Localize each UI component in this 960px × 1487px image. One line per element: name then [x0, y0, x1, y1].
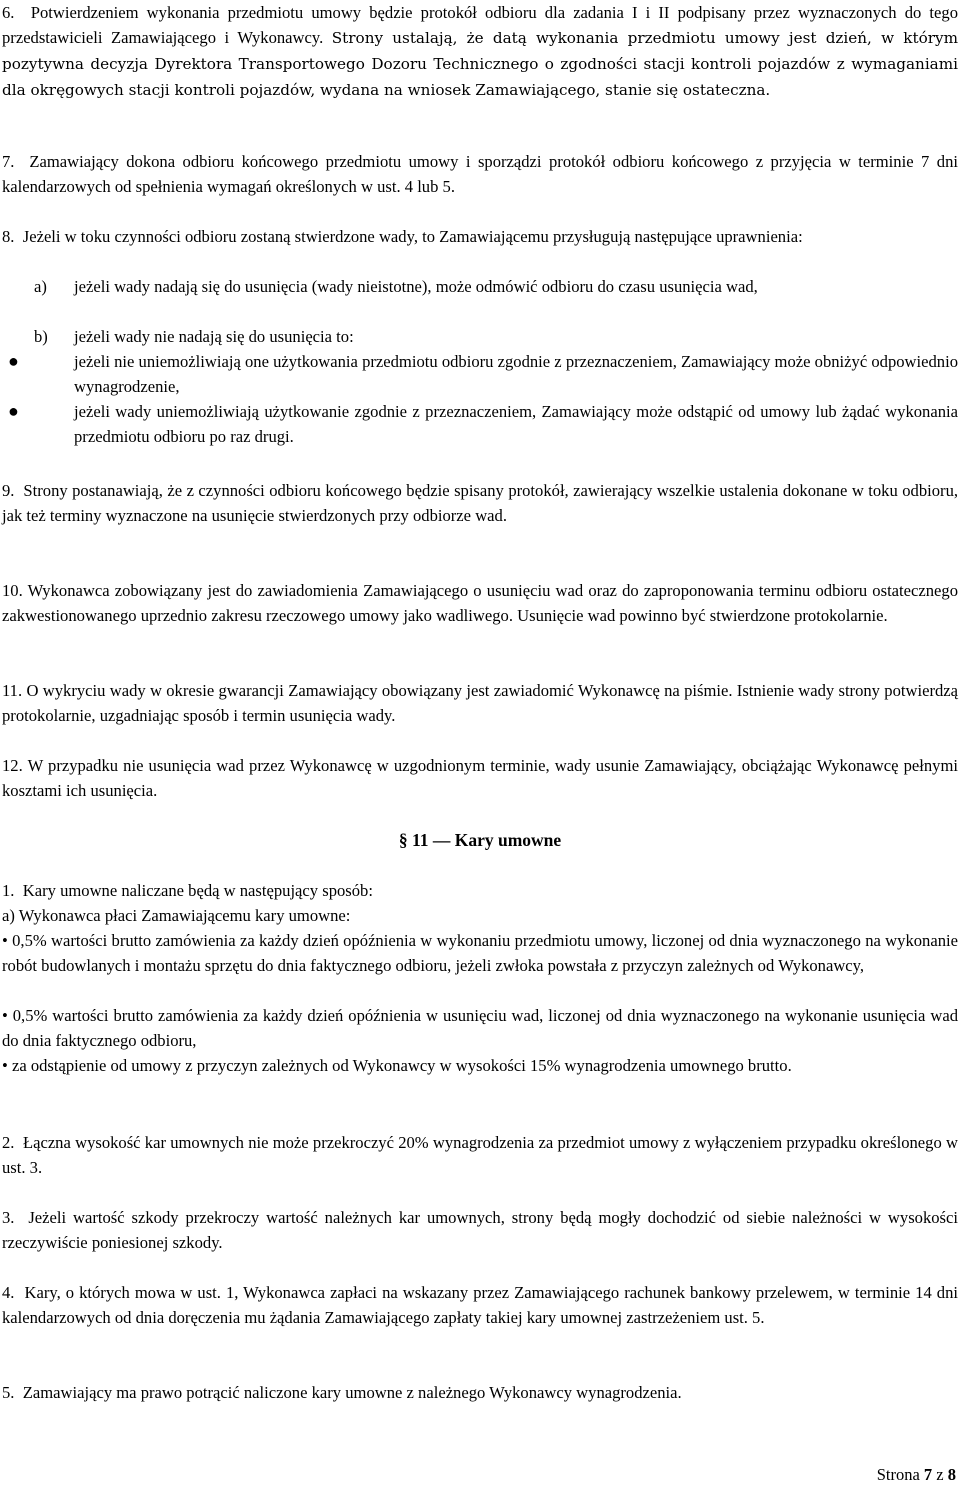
section-heading	[0, 828, 960, 853]
paragraph-text: Wykonawca zobowiązany jest do zawiadomienia Zamawiającego o usunięciu wad oraz do zaproponowania terminu odbioru ostatecznego zakwestionowanego uprzednio zakresu rzeczowego umowy jako wadliwego. Usunięcie wad powinno być stwierdzone protokolarnie.	[2, 581, 958, 625]
paragraph-number: 2.	[2, 1133, 15, 1152]
penalty-subitem-a: a) Wykonawca płaci Zamawiającemu kary umowne:	[2, 906, 351, 925]
list-bullet-1: jeżeli nie uniemożliwiają one użytkowania przedmiotu odbioru zgodnie z przeznaczeniem, Zamawiający może obniżyć odpowiednio wynagrodzenie,	[74, 352, 958, 396]
paragraph-11	[2, 678, 958, 728]
paragraph-text: Zamawiający ma prawo potrącić naliczone kary umowne z należnego Wykonawcy wynagrodzenia.	[22, 1383, 682, 1402]
list-item-a: jeżeli wady nadają się do usunięcia (wady nieistotne), może odmówić odbioru do czasu usunięcia wad,	[74, 277, 758, 296]
paragraph-text: Łączna wysokość kar umownych nie może przekroczyć 20% wynagrodzenia za przedmiot umowy z wyłączeniem przypadku określonego w ust. 3.	[2, 1133, 958, 1177]
paragraph-12	[2, 753, 958, 803]
paragraph-number: 4.	[2, 1283, 15, 1302]
list-bullet-2: jeżeli wady uniemożliwiają użytkowanie zgodnie z przeznaczeniem, Zamawiający może odstąpić od umowy lub żądać wykonania przedmiotu odbioru po raz drugi.	[74, 402, 958, 446]
paragraph-number: 12.	[2, 756, 23, 775]
paragraph-6	[2, 0, 958, 103]
current-page-number: 7	[923, 1465, 933, 1484]
list-label-a: a)	[34, 277, 47, 296]
page-footer	[877, 1462, 956, 1487]
paragraph-text: W przypadku nie usunięcia wad przez Wykonawcę w uzgodnionym terminie, wady usunie Zamawiający, obciążając Wykonawcę pełnymi kosztami ich usunięcia.	[2, 756, 958, 800]
paragraph-text-continued: Strony ustalają, że datą wykonania przedmiotu umowy jest dzień, w którym pozytywna decyzja Dyrektora Transportowego Dozoru Technicznego o zgodności stacji kontroli pojazdów z wymaganiami dla okręgowych stacji kontroli pojazdów, wydana na wniosek Zamawiającego, stanie się ostateczna.	[2, 29, 958, 99]
paragraph-number: 6.	[2, 3, 15, 22]
paragraph-7	[2, 149, 958, 199]
paragraph-number: 8.	[2, 227, 15, 246]
list-item-b: jeżeli wady nie nadają się do usunięcia to:	[74, 327, 354, 346]
paragraph-9	[2, 478, 958, 528]
penalty-paragraph-5	[2, 1380, 958, 1405]
paragraph-text: Jeżeli w toku czynności odbioru zostaną stwierdzone wady, to Zamawiającemu przysługują następujące uprawnienia:	[22, 227, 803, 246]
paragraph-8-intro	[2, 224, 958, 249]
penalty-paragraph-3	[2, 1205, 958, 1255]
paragraph-text: Kary, o których mowa w ust. 1, Wykonawca zapłaci na wskazany przez Zamawiającego rachunek bankowy przelewem, w terminie 14 dni kalendarzowych od dnia doręczenia mu żądania Zamawiającego zapłaty takiej kary umownej zastrzeżeniem ust. 5.	[2, 1283, 959, 1327]
penalty-paragraph-1	[2, 878, 958, 903]
paragraph-number: 1.	[2, 881, 15, 900]
paragraph-number: 11.	[2, 681, 23, 700]
total-pages: 8	[947, 1465, 956, 1484]
penalty-bullet-3: • za odstąpienie od umowy z przyczyn zależnych od Wykonawcy w wysokości 15% wynagrodzenia umownego brutto.	[2, 1056, 792, 1075]
paragraph-text: Jeżeli wartość szkody przekroczy wartość należnych kar umownych, strony będą mogły dochodzić od siebie należności w wysokości rzeczywiście poniesionej szkody.	[2, 1208, 958, 1252]
paragraph-text: O wykryciu wady w okresie gwarancji Zamawiający obowiązany jest zawiadomić Wykonawcę na piśmie. Istnienie wady strony potwierdzą protokolarnie, uzgadniając sposób i termin usunięcia wady.	[2, 681, 958, 725]
paragraph-number: 7.	[2, 152, 15, 171]
paragraph-text: Kary umowne naliczane będą w następujący sposób:	[22, 881, 373, 900]
section-symbol: §	[398, 830, 408, 850]
paragraph-text: Zamawiający dokona odbioru końcowego przedmiotu umowy i sporządzi protokół odbioru końcowego z przyjęcia w terminie 7 dni kalendarzowych od spełnienia wymagań określonych w ust. 4 lub 5.	[2, 152, 958, 196]
penalty-bullet-1: • 0,5% wartości brutto zamówienia za każdy dzień opóźnienia w wykonaniu przedmiotu umowy, liczonej od dnia wyznaczonego na wykonanie robót budowlanych i montażu sprzętu do dnia faktycznego odbioru, jeżeli zwłoka powstała z przyczyn zależnych od Wykonawcy,	[2, 931, 958, 975]
paragraph-number: 9.	[2, 481, 15, 500]
footer-separator: z	[936, 1465, 944, 1484]
bullet-icon: ●	[8, 401, 19, 421]
paragraph-text: Strony postanawiają, że z czynności odbioru końcowego będzie spisany protokół, zawierający wszelkie ustalenia dokonane w toku odbioru, jak też terminy wyznaczone na usunięcie stwierdzonych przy odbiorze wad.	[2, 481, 959, 525]
footer-prefix: Strona	[876, 1465, 920, 1484]
bullet-icon: ●	[8, 351, 19, 371]
paragraph-10	[2, 578, 958, 628]
list-label-b: b)	[34, 327, 48, 346]
paragraph-number: 3.	[2, 1208, 15, 1227]
penalty-bullet-2: • 0,5% wartości brutto zamówienia za każdy dzień opóźnienia w usunięciu wad, liczonej od dnia wyznaczonego na wykonanie usunięcia wad do dnia faktycznego odbioru,	[2, 1006, 958, 1050]
paragraph-number: 10.	[2, 581, 23, 600]
paragraph-text: Potwierdzeniem wykonania przedmiotu umowy będzie protokół odbioru dla zadania I i II podpisany przez wyznaczonych do tego przedstawicieli Zamawiającego i Wykonawcy.	[2, 3, 958, 47]
paragraph-number: 5.	[2, 1383, 15, 1402]
penalty-paragraph-4	[2, 1280, 958, 1330]
penalty-paragraph-2	[2, 1130, 958, 1180]
section-title: 11 — Kary umowne	[411, 830, 562, 850]
